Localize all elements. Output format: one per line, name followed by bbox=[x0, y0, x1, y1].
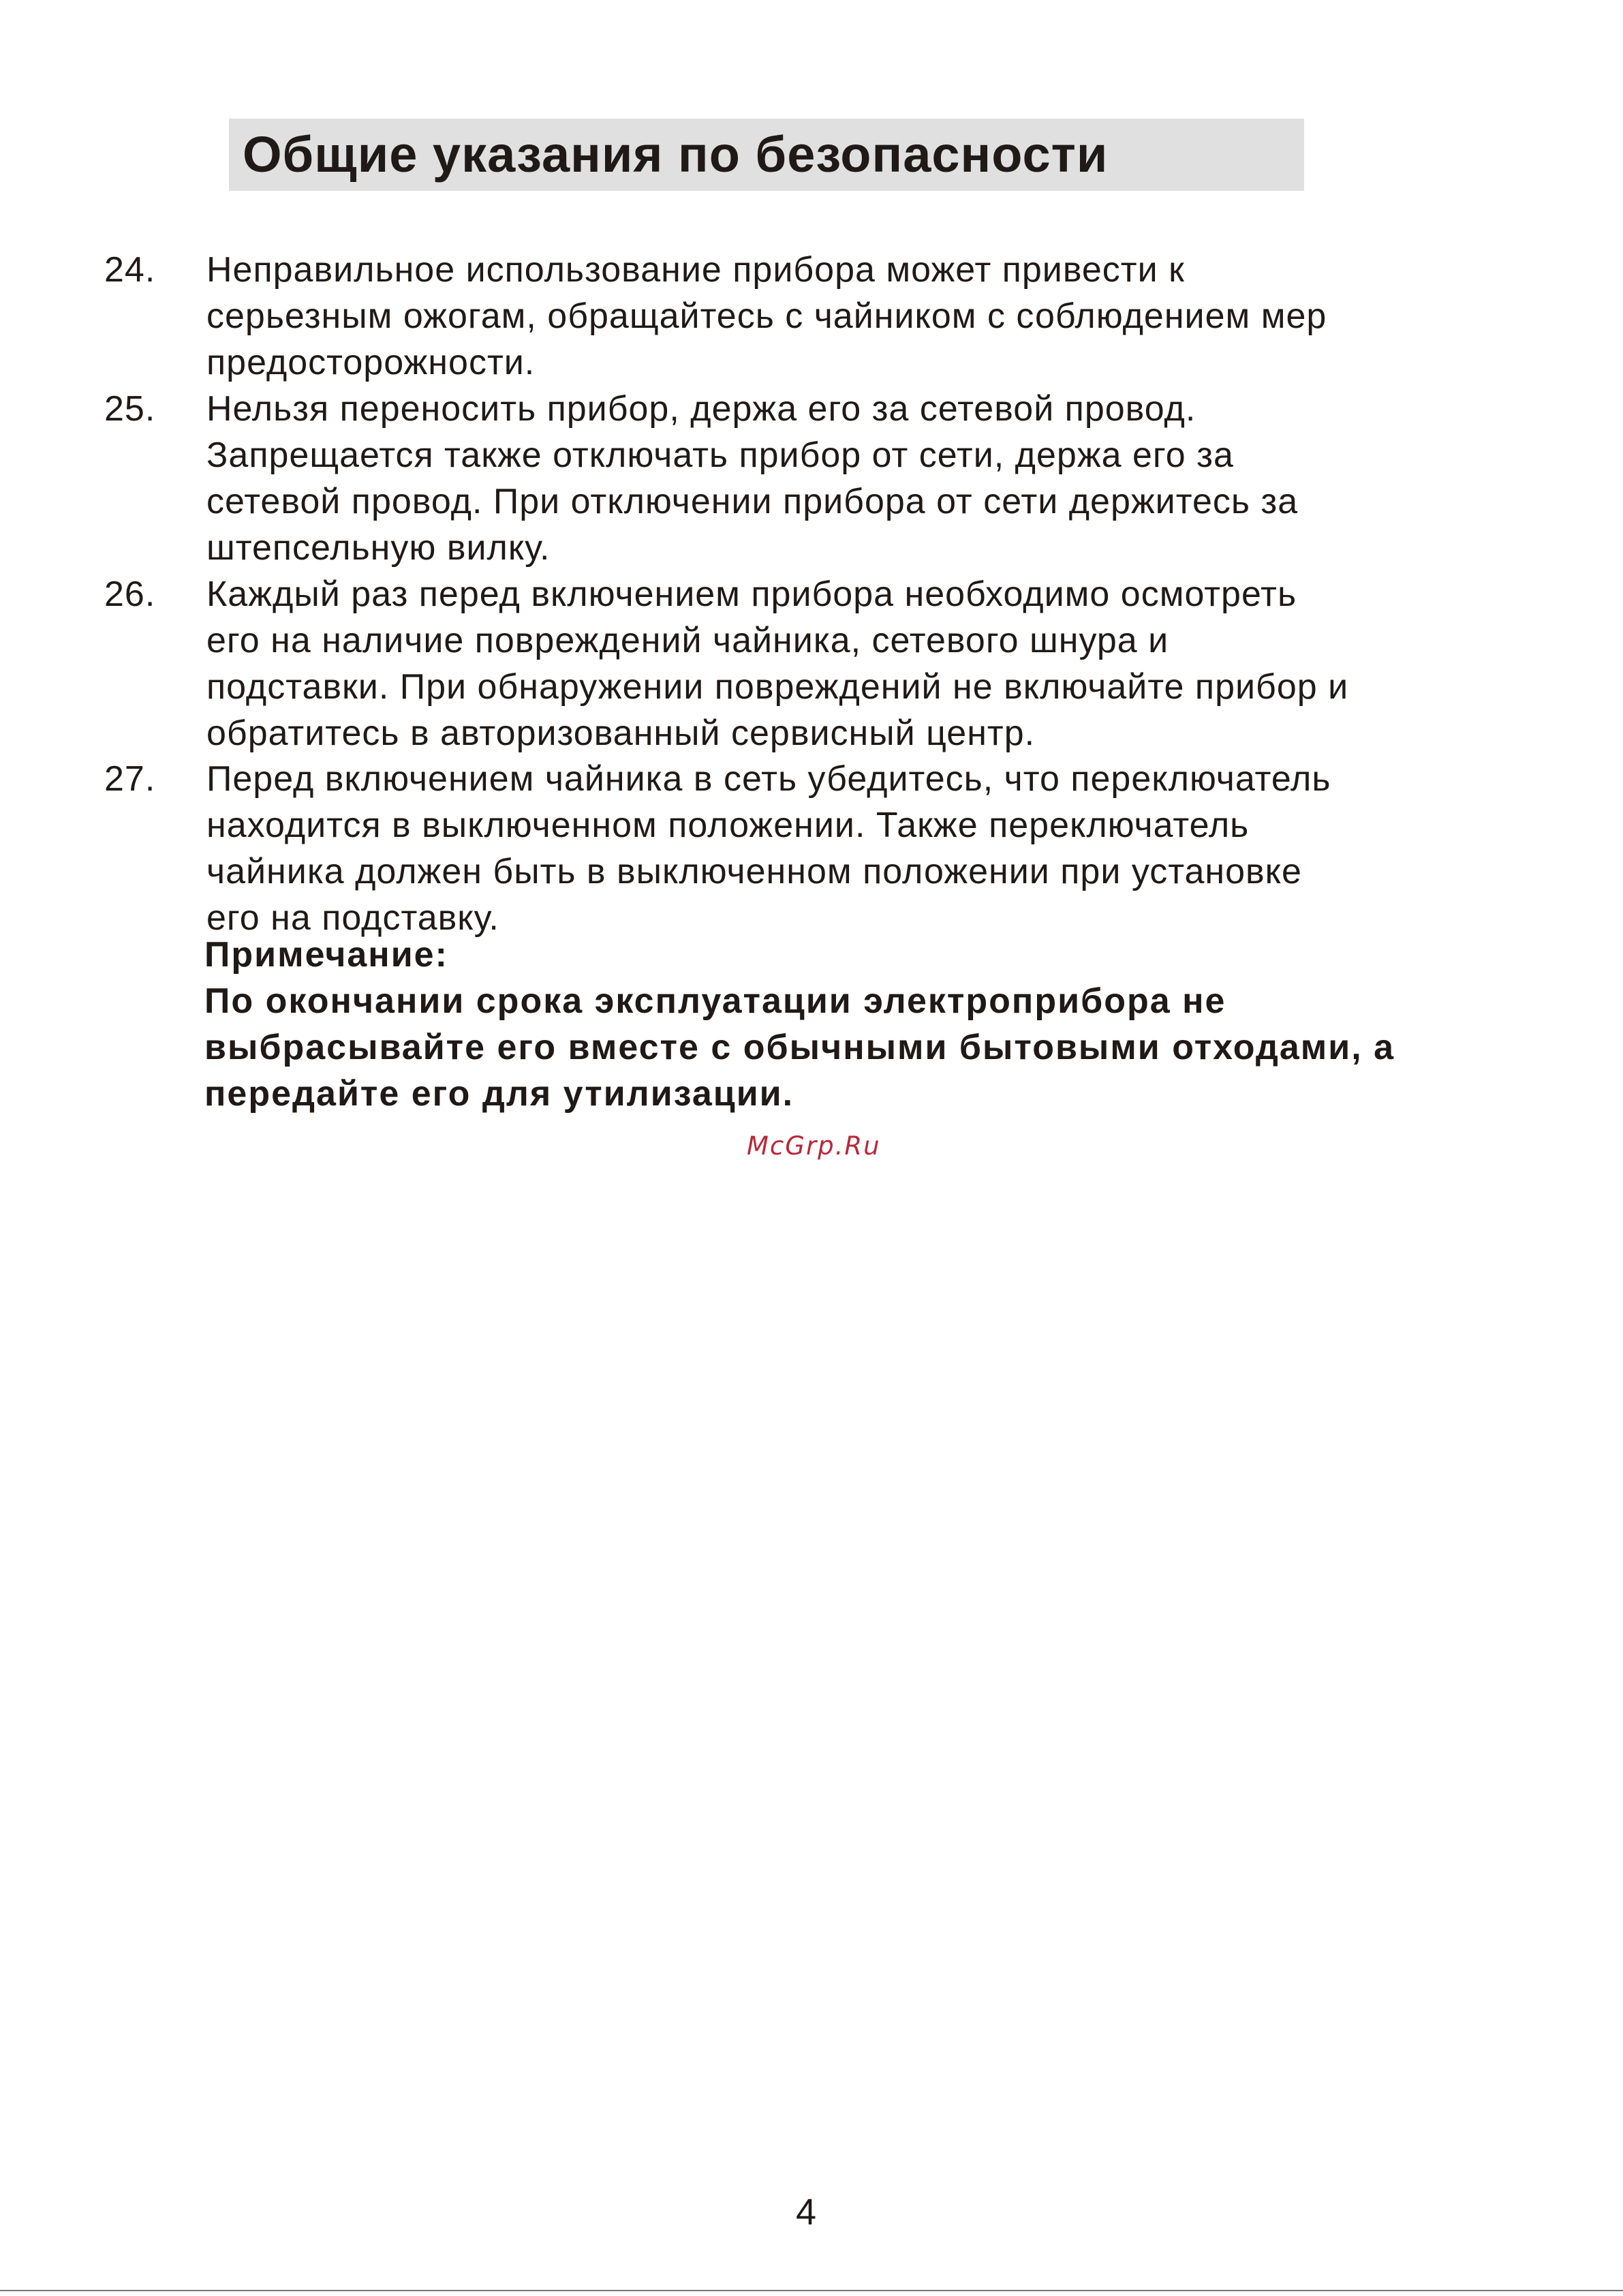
item-text bbox=[206, 247, 1617, 386]
item-line: Запрещается также отключать прибор от сети, держа его за bbox=[206, 435, 1234, 475]
item-line: штепсельную вилку. bbox=[206, 528, 551, 568]
item-number: 24. bbox=[104, 250, 156, 290]
disposal-note bbox=[204, 932, 1567, 1117]
section-title-bar bbox=[229, 119, 1304, 191]
item-line: чайника должен быть в выключенном положении при установке bbox=[206, 852, 1302, 891]
note-line: передайте его для утилизации. bbox=[204, 1074, 794, 1114]
item-line: Нельзя переносить прибор, держа его за сетевой провод. bbox=[206, 389, 1196, 429]
item-text bbox=[206, 571, 1617, 756]
item-line: серьезным ожогам, обращайтесь с чайником с соблюдением мер bbox=[206, 296, 1327, 336]
item-text bbox=[206, 756, 1617, 941]
item-line: сетевой провод. При отключении прибора от сети держитесь за bbox=[206, 482, 1299, 521]
item-line: его на наличие повреждений чайника, сетевого шнура и bbox=[206, 621, 1169, 660]
item-line: находится в выключенном положении. Также переключатель bbox=[206, 806, 1250, 845]
note-line: По окончании срока эксплуатации электроприбора не bbox=[204, 981, 1226, 1021]
item-line: подставки. При обнаружении повреждений не включайте прибор и bbox=[206, 667, 1349, 707]
item-text bbox=[206, 386, 1617, 571]
item-line: предосторожности. bbox=[206, 343, 536, 382]
item-line: его на подставку. bbox=[206, 898, 499, 938]
watermark-link[interactable]: McGrp.Ru bbox=[747, 1131, 881, 1161]
item-number: 26. bbox=[104, 575, 156, 614]
item-line: Перед включением чайника в сеть убедитесь, что переключатель bbox=[206, 759, 1331, 799]
item-number: 25. bbox=[104, 389, 156, 429]
section-title: Общие указания по безопасности bbox=[243, 126, 1109, 183]
note-line: выбрасывайте его вместе с обычными бытовыми отходами, а bbox=[204, 1028, 1395, 1067]
item-line: Неправильное использование прибора может привести к bbox=[206, 250, 1185, 290]
item-line: Каждый раз перед включением прибора необходимо осмотреть bbox=[206, 575, 1297, 614]
item-line: обратитесь в авторизованный сервисный центр. bbox=[206, 714, 1036, 753]
item-number: 27. bbox=[104, 759, 156, 799]
page-number: 4 bbox=[796, 2192, 817, 2233]
note-heading: Примечание: bbox=[204, 935, 448, 975]
bottom-divider bbox=[0, 2290, 1623, 2291]
